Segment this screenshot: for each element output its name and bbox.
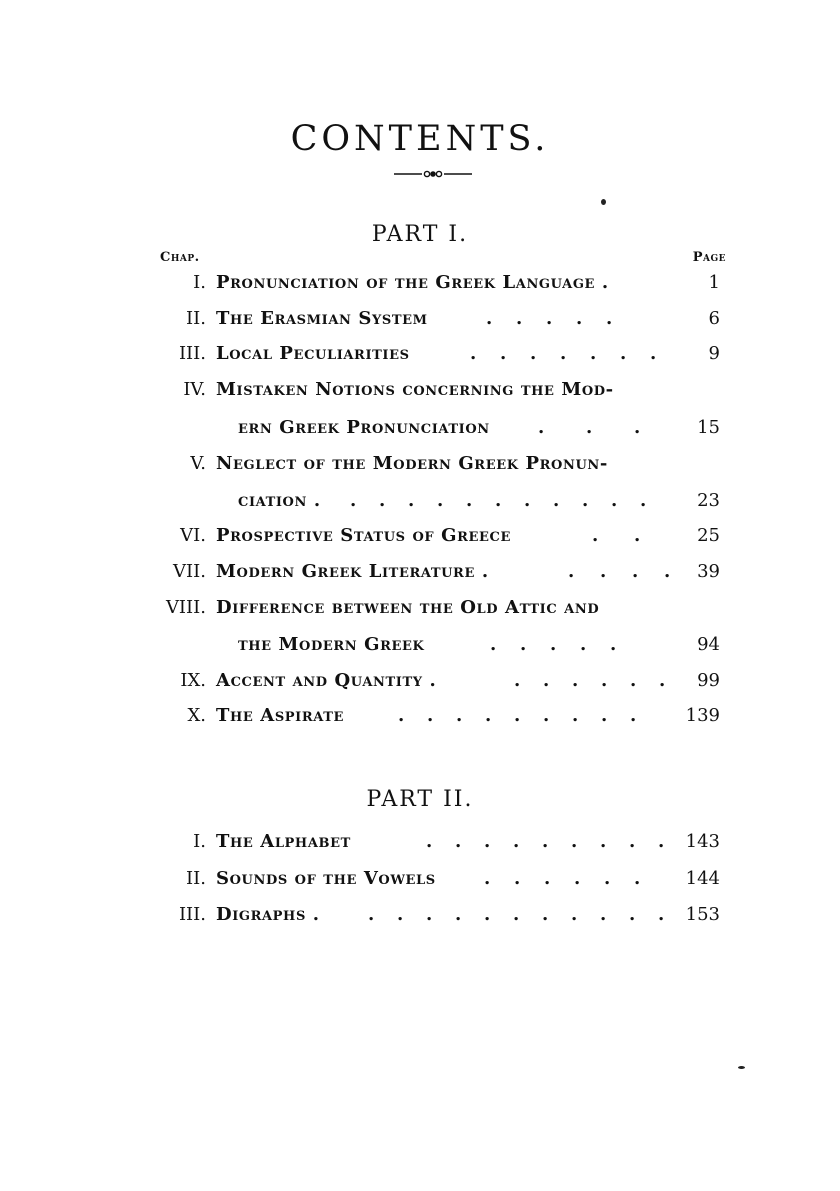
dot-leader: . — [560, 343, 567, 364]
toc-row — [0, 705, 840, 735]
dot-leader: . — [368, 904, 375, 925]
dot-leader: . — [606, 308, 613, 329]
dot-leader: . — [484, 868, 491, 889]
dot-leader: . — [484, 831, 491, 852]
chapter-title: Sounds of the Vowels — [216, 868, 436, 889]
chapter-title: Local Peculiarities — [216, 343, 410, 364]
dot-leader: . — [543, 670, 550, 691]
dot-leader: . — [408, 490, 415, 511]
dot-leader: . — [397, 904, 404, 925]
dot-leader: . — [620, 343, 627, 364]
chapter-title: Accent and Quantity . — [216, 670, 437, 691]
dot-leader: . — [629, 831, 636, 852]
chapter-title: Modern Greek Literature . — [216, 561, 489, 582]
dot-leader: . — [634, 417, 641, 438]
dot-leader: . — [658, 831, 665, 852]
dot-leader: . — [514, 705, 521, 726]
dot-leader: . — [630, 670, 637, 691]
chap-column-header: Chap. — [160, 250, 200, 265]
dot-leader: . — [514, 868, 521, 889]
part-heading: PART II. — [366, 787, 474, 812]
toc-row — [0, 453, 840, 483]
toc-row — [0, 308, 840, 338]
dot-leader: . — [600, 904, 607, 925]
dot-leader: . — [600, 831, 607, 852]
dot-leader: . — [544, 868, 551, 889]
toc-row — [0, 343, 840, 373]
chapter-title: The Aspirate — [216, 705, 345, 726]
chapter-number: V. — [190, 453, 206, 474]
dot-leader: . — [514, 670, 521, 691]
dot-leader: . — [455, 904, 462, 925]
chapter-number: I. — [193, 831, 206, 852]
chapter-number: VII. — [173, 561, 206, 582]
chapter-number: III. — [178, 343, 206, 364]
page-title: CONTENTS. — [290, 119, 550, 160]
page-number: 143 — [685, 831, 720, 852]
dot-leader: . — [580, 634, 587, 655]
page-number: 15 — [697, 417, 720, 438]
dot-leader: . — [456, 705, 463, 726]
dot-leader: . — [542, 904, 549, 925]
chapter-title: Neglect of the Modern Greek Pronun- — [216, 453, 608, 474]
dot-leader: . — [513, 831, 520, 852]
dot-leader: . — [516, 308, 523, 329]
chapter-title: Prospective Status of Greece — [216, 525, 511, 546]
toc-row — [0, 490, 840, 520]
ornament-divider — [394, 166, 474, 182]
dot-leader: . — [427, 705, 434, 726]
toc-row — [0, 272, 840, 302]
dot-leader: . — [571, 831, 578, 852]
dot-leader: . — [495, 490, 502, 511]
dot-leader: . — [574, 868, 581, 889]
chapter-number: II. — [186, 868, 206, 889]
chapter-title: ern Greek Pronunciation — [238, 417, 490, 438]
dot-leader: . — [398, 705, 405, 726]
dot-leader: . — [350, 490, 357, 511]
toc-row — [0, 831, 840, 861]
toc-row — [0, 670, 840, 700]
page-number: 99 — [697, 670, 720, 691]
dot-leader: . — [632, 561, 639, 582]
dot-leader: . — [601, 670, 608, 691]
toc-row — [0, 525, 840, 555]
toc-row — [0, 379, 840, 409]
page-column-header: Page — [692, 250, 726, 265]
page-number: 144 — [685, 868, 720, 889]
dot-leader: . — [601, 705, 608, 726]
chapter-number: IV. — [183, 379, 206, 400]
chapter-number: II. — [186, 308, 206, 329]
dot-leader: . — [466, 490, 473, 511]
chapter-number: I. — [193, 272, 206, 293]
chapter-number: IX. — [180, 670, 206, 691]
dot-leader: . — [426, 831, 433, 852]
ink-speck — [738, 1066, 745, 1069]
toc-row — [0, 868, 840, 898]
dot-leader: . — [604, 868, 611, 889]
dot-leader: . — [550, 634, 557, 655]
part-heading: PART I. — [371, 222, 469, 247]
dot-leader: . — [486, 308, 493, 329]
chapter-title: Digraphs . — [216, 904, 320, 925]
dot-leader: . — [576, 308, 583, 329]
dot-leader: . — [659, 670, 666, 691]
chapter-number: VIII. — [165, 597, 206, 618]
dot-leader: . — [543, 705, 550, 726]
dot-leader: . — [524, 490, 531, 511]
dot-leader: . — [664, 561, 671, 582]
dot-leader: . — [520, 634, 527, 655]
dot-leader: . — [546, 308, 553, 329]
chapter-title: the Modern Greek — [238, 634, 425, 655]
dot-leader: . — [538, 417, 545, 438]
chapter-title: Pronunciation of the Greek Language . — [216, 272, 609, 293]
dot-leader: . — [658, 904, 665, 925]
chapter-number: X. — [187, 705, 206, 726]
dot-leader: . — [572, 705, 579, 726]
page-number: 139 — [685, 705, 720, 726]
dot-leader: . — [611, 490, 618, 511]
dot-leader: . — [630, 705, 637, 726]
page-number: 23 — [697, 490, 720, 511]
dot-leader: . — [513, 904, 520, 925]
dot-leader: . — [634, 525, 641, 546]
dot-leader: . — [610, 634, 617, 655]
dot-leader: . — [640, 490, 647, 511]
page-number: 1 — [708, 272, 720, 293]
dot-leader: . — [426, 904, 433, 925]
dot-leader: . — [490, 634, 497, 655]
dot-leader: . — [553, 490, 560, 511]
dot-leader: . — [500, 343, 507, 364]
chapter-title: The Alphabet — [216, 831, 351, 852]
dot-leader: . — [572, 670, 579, 691]
toc-row — [0, 417, 840, 447]
dot-leader: . — [530, 343, 537, 364]
dot-leader: . — [571, 904, 578, 925]
dot-leader: . — [542, 831, 549, 852]
chapter-title: The Erasmian System — [216, 308, 428, 329]
dot-leader: . — [484, 904, 491, 925]
dot-leader: . — [455, 831, 462, 852]
chapter-title: ciation . — [238, 490, 321, 511]
dot-leader: . — [437, 490, 444, 511]
dot-leader: . — [586, 417, 593, 438]
toc-row — [0, 904, 840, 934]
dot-leader: . — [485, 705, 492, 726]
dot-leader: . — [629, 904, 636, 925]
chapter-title: Mistaken Notions concerning the Mod- — [216, 379, 614, 400]
toc-row — [0, 634, 840, 664]
chapter-number: VI. — [180, 525, 206, 546]
toc-row — [0, 561, 840, 591]
dot-leader: . — [470, 343, 477, 364]
page-number: 39 — [697, 561, 720, 582]
page-number: 9 — [708, 343, 720, 364]
chapter-number: III. — [178, 904, 206, 925]
page-number: 6 — [708, 308, 720, 329]
dot-leader: . — [592, 525, 599, 546]
toc-row — [0, 597, 840, 627]
dot-leader: . — [568, 561, 575, 582]
ink-speck — [601, 199, 606, 205]
dot-leader: . — [650, 343, 657, 364]
page-number: 94 — [697, 634, 720, 655]
page-number: 25 — [697, 525, 720, 546]
chapter-title: Difference between the Old Attic and — [216, 597, 600, 618]
dot-leader: . — [590, 343, 597, 364]
dot-leader: . — [379, 490, 386, 511]
dot-leader: . — [634, 868, 641, 889]
dot-leader: . — [582, 490, 589, 511]
page-number: 153 — [685, 904, 720, 925]
dot-leader: . — [600, 561, 607, 582]
